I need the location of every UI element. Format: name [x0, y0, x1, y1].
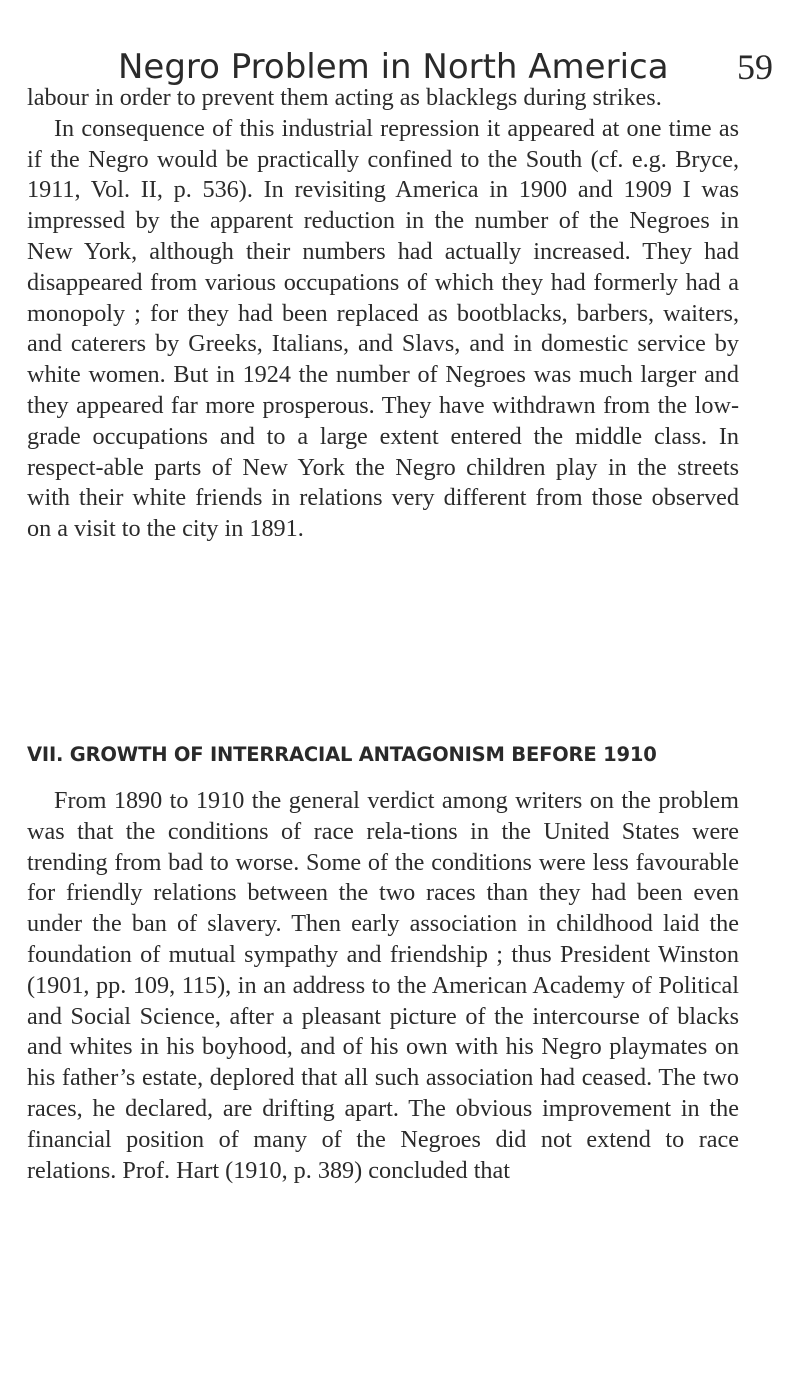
running-title: Negro Problem in North America — [118, 47, 669, 87]
body-text-bottom — [27, 786, 739, 1186]
paragraph-continued: labour in order to prevent them acting as blacklegs during strikes. — [27, 84, 662, 111]
section-heading: VII. GROWTH OF INTERRACIAL ANTAGONISM BEFORE 1910 — [27, 743, 657, 766]
body-text-top — [27, 83, 739, 545]
paragraph: From 1890 to 1910 the general verdict among writers on the problem was that the conditions of race rela-tions in the United States were trending from bad to worse. Some of the conditions were less favourable for friendly relations between the two races than they had been even under the ban of slavery. Then early association in childhood laid the foundation of mutual sympathy and friendship ; thus President Winston (1901, pp. 109, 115), in an address to the American Academy of Political and Social Science, after a pleasant picture of the intercourse of blacks and whites in his boyhood, and of his own with his Negro playmates on his father’s estate, deplored that all such association had ceased. The two races, he declared, are drifting apart. The obvious improvement in the financial position of many of the Negroes did not extend to race relations. Prof. Hart (1910, p. 389) concluded that — [27, 787, 739, 1184]
paragraph: In consequence of this industrial repression it appeared at one time as if the Negro would be practically confined to the South (cf. e.g. Bryce, 1911, Vol. II, p. 536). In revisiting America in 1900 and 1909 I was impressed by the apparent reduction in the number of the Negroes in New York, although their numbers had actually increased. They had disappeared from various occupations of which they had formerly had a monopoly ; for they had been replaced as bootblacks, barbers, waiters, and caterers by Greeks, Italians, and Slavs, and in domestic service by white women. But in 1924 the number of Negroes was much larger and they appeared far more prosperous. They have withdrawn from the low-grade occupations and to a large extent entered the middle class. In respect-able parts of New York the Negro children play in the streets with their white friends in relations very different from those observed on a visit to the city in 1891. — [27, 114, 739, 543]
page-number: 59 — [737, 47, 773, 87]
